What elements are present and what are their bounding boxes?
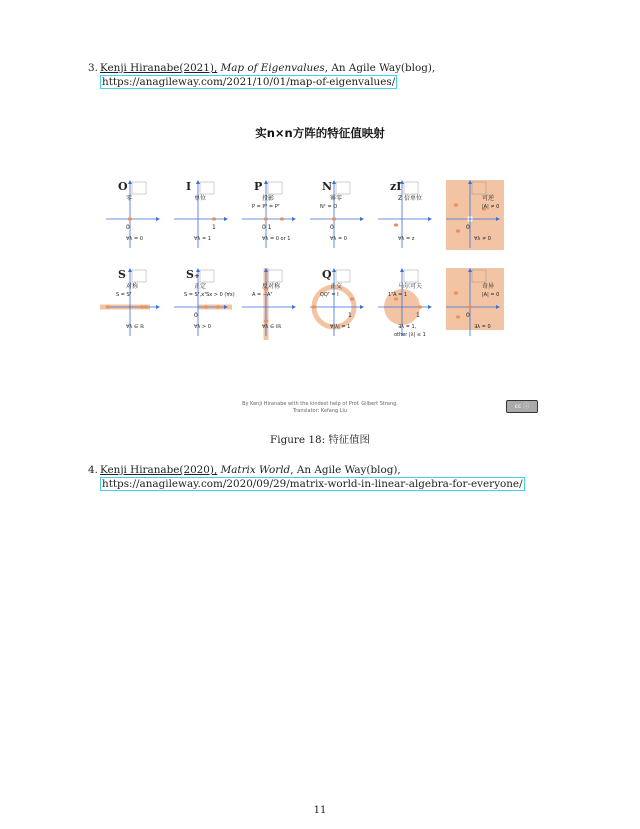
matrix-name: 可逆 xyxy=(482,195,495,202)
eigenvalue-marker xyxy=(418,305,422,308)
eigenvalue-marker xyxy=(128,217,132,220)
matrix-equation: Nᵏ = O xyxy=(320,204,338,210)
eigenvalue-condition: ∀λ = 0 or 1 xyxy=(262,236,291,242)
eigenvalue-condition: ∀λ = 0 xyxy=(126,236,143,242)
y-arrow xyxy=(128,180,132,184)
eigenvalue-condition-2: other |λ| ≤ 1 xyxy=(394,332,426,338)
x-arrow xyxy=(428,217,432,221)
matrix-equation: |A| = 0 xyxy=(482,292,500,298)
matrix-bracket xyxy=(200,182,214,194)
matrix-bracket xyxy=(132,270,146,282)
matrix-symbol: Q xyxy=(322,268,332,281)
matrix-name: 幂零 xyxy=(330,195,343,202)
eigenvalue-marker xyxy=(350,297,354,300)
eigenvalue-marker xyxy=(264,217,268,220)
matrix-bracket xyxy=(132,182,146,194)
eigenvalue-marker xyxy=(454,291,458,294)
eigenvalue-condition: ∀|λ| = 1 xyxy=(330,324,351,330)
matrix-equation: 1ᵀA = 1 xyxy=(388,292,408,298)
reference-url[interactable]: https://anagileway.com/2021/10/01/map-of-eigenvalues/ xyxy=(102,76,396,88)
eigenvalue-condition: ∃λ = 1, xyxy=(398,324,417,330)
y-arrow xyxy=(332,268,336,272)
matrix-equation: S = Sᵀ xyxy=(116,292,132,298)
matrix-equation: P = P² = Pᵀ xyxy=(252,204,280,210)
matrix-name: 对称 xyxy=(126,283,139,290)
matrix-symbol: S xyxy=(118,268,126,281)
eigenvalue-marker xyxy=(216,305,220,308)
matrix-symbol: zI xyxy=(390,180,402,193)
axis-tick-label: 1 xyxy=(348,312,352,319)
x-arrow xyxy=(360,305,364,309)
eigen-panel xyxy=(310,180,364,248)
matrix-bracket xyxy=(268,270,282,282)
axis-tick-label: 1 xyxy=(212,224,216,231)
region-fill xyxy=(446,268,504,330)
axis-tick-label: 0 xyxy=(126,224,130,231)
matrix-equation: QQᵀ = I xyxy=(320,292,339,298)
matrix-equation: S = Sᵀ,xᵀSx > 0 (∀x) xyxy=(184,292,235,298)
eigenvalue-map-figure xyxy=(100,178,530,343)
matrix-bracket xyxy=(268,182,282,194)
matrix-name: 奇异 xyxy=(482,283,495,290)
axis-tick-label: 1 xyxy=(416,312,420,319)
eigenvalue-marker xyxy=(456,315,460,318)
eigenvalue-condition: ∀λ ≠ 0 xyxy=(474,236,491,242)
matrix-symbol: N xyxy=(322,180,333,193)
figure-title: 实n×n方阵的特征值映射 xyxy=(255,126,385,140)
axis-tick-label: 0 xyxy=(194,312,198,319)
eigenvalue-marker xyxy=(140,305,144,308)
reference-source: , An Agile Way(blog), xyxy=(290,464,401,476)
x-arrow xyxy=(156,305,160,309)
y-arrow xyxy=(332,180,336,184)
eigenvalue-condition: ∀λ = 0 xyxy=(330,236,347,242)
reference-number: 3. xyxy=(88,62,98,74)
x-arrow xyxy=(224,217,228,221)
eigen-panel xyxy=(242,268,296,340)
matrix-symbol: P xyxy=(254,180,263,193)
x-arrow xyxy=(428,305,432,309)
y-arrow xyxy=(128,268,132,272)
y-arrow xyxy=(196,180,200,184)
eigen-panel xyxy=(310,268,364,336)
matrix-name: 零 xyxy=(126,195,133,202)
eigenvalue-condition: ∀λ = 1 xyxy=(194,236,211,242)
figure-caption: Figure 18: 特征值图 xyxy=(270,434,370,446)
eigenvalue-marker xyxy=(454,203,458,206)
eigen-panel xyxy=(100,268,160,336)
matrix-name: 反对称 xyxy=(262,283,281,290)
eigen-panel xyxy=(174,268,235,336)
reference-title: Map of Eigenvalues xyxy=(220,62,325,74)
eigenvalue-marker xyxy=(468,305,472,308)
eigenvalue-marker xyxy=(212,217,216,220)
axis-tick-label: 0 xyxy=(330,224,334,231)
matrix-name: 正交 xyxy=(330,283,343,290)
x-arrow xyxy=(292,305,296,309)
license-badge: cc ⓘ xyxy=(506,400,538,413)
eigen-panel xyxy=(446,180,504,250)
eigenvalue-marker xyxy=(204,305,208,308)
eigen-panel xyxy=(446,268,504,336)
x-arrow xyxy=(360,217,364,221)
eigenvalue-marker xyxy=(332,217,336,220)
matrix-equation: A = −Aᵀ xyxy=(252,292,273,298)
matrix-bracket xyxy=(336,182,350,194)
reference-url[interactable]: https://anagileway.com/2020/09/29/matrix-world-in-linear-algebra-for-everyone/ xyxy=(102,478,523,490)
eigen-panel xyxy=(378,268,432,338)
eigenvalue-condition: ∀λ = z xyxy=(398,236,415,242)
matrix-symbol: S₊ xyxy=(186,268,200,281)
reference-author[interactable]: Kenji Hiranabe(2020), xyxy=(100,464,218,476)
eigenvalue-condition: ∀λ ∈ iℝ xyxy=(262,324,282,330)
page-number: 11 xyxy=(313,805,327,816)
eigenvalue-marker xyxy=(456,229,460,232)
matrix-name: Z 倍单位 xyxy=(398,195,423,202)
matrix-bracket xyxy=(336,270,350,282)
matrix-name: 马尔可夫 xyxy=(398,283,423,290)
eigenvalue-marker xyxy=(264,319,268,322)
reference-author[interactable]: Kenji Hiranabe(2021), xyxy=(100,62,218,74)
eigen-panel xyxy=(378,180,432,248)
axis-tick-label: 0 1 xyxy=(262,224,272,231)
reference-number: 4. xyxy=(88,464,98,476)
eigenvalue-marker xyxy=(106,305,110,308)
reference-source: , An Agile Way(blog), xyxy=(324,62,436,74)
matrix-bracket xyxy=(200,270,214,282)
matrix-bracket xyxy=(404,270,418,282)
matrix-bracket xyxy=(404,182,418,194)
eigenvalue-marker xyxy=(144,305,148,308)
credit-line-2: Translator: Kefang Liu xyxy=(292,407,348,414)
eigenvalue-condition: ∀λ > 0 xyxy=(194,324,211,330)
y-arrow xyxy=(264,180,268,184)
eigenvalue-condition: ∃λ = 0 xyxy=(474,324,491,330)
eigen-panel xyxy=(242,180,296,248)
eigenvalue-marker xyxy=(312,305,316,308)
matrix-symbol: O xyxy=(118,180,128,193)
x-arrow xyxy=(292,217,296,221)
eigen-panel xyxy=(106,180,160,248)
axis-tick-label: 0 xyxy=(466,224,470,231)
eigenvalue-marker xyxy=(280,217,284,220)
matrix-symbol: I xyxy=(186,180,192,193)
eigenvalue-marker xyxy=(394,223,398,226)
matrix-name: 正定 xyxy=(194,283,207,290)
credit-line-1: By Kenji Hiranabe with the kindest help of Prof. Gilbert Strang. xyxy=(242,401,398,407)
matrix-equation: |A| ≠ 0 xyxy=(482,204,500,210)
matrix-name: 单位 xyxy=(194,195,207,202)
matrix-name: 投影 xyxy=(262,195,275,202)
y-arrow xyxy=(400,268,404,272)
eigen-panel xyxy=(174,180,228,248)
reference-title: Matrix World xyxy=(220,464,291,476)
eigenvalue-condition: ∀λ ∈ ℝ xyxy=(126,324,144,330)
axis-tick-label: 0 xyxy=(466,312,470,319)
x-arrow xyxy=(156,217,160,221)
figure-credit xyxy=(200,401,440,414)
